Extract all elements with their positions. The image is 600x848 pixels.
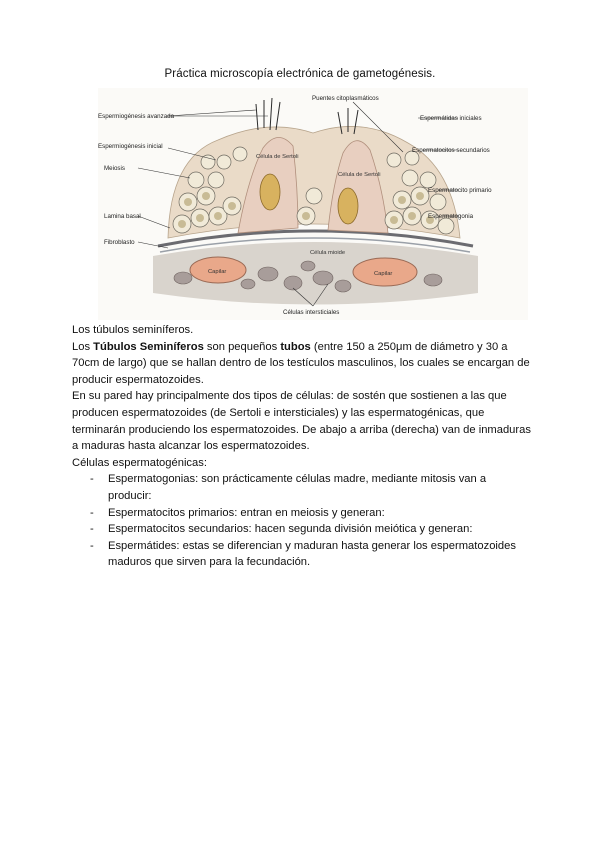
paragraph-pared: En su pared hay principalmente dos tipos de células: de sostén que sostienen a las que producen espermatozoides (de Sertoli e intersticiales) y las espermatogénicas, que terminarán produciendo los espermatozoides. De abajo a arriba (derecha) van de inmaduras a maduras hasta alcanzar los espermatozoides.: [72, 390, 531, 453]
bullet-dash: -: [90, 473, 94, 486]
label-celula-sertoli-1: Célula de Sertoli: [256, 154, 299, 160]
label-espermiogenesis-avanzada: Espermiogénesis avanzada: [98, 113, 175, 120]
bullet-dash: -: [90, 506, 94, 519]
list-item: [72, 505, 532, 522]
label-celula-sertoli-2: Célula de Sertoli: [338, 172, 381, 178]
bullet-dash: -: [90, 539, 94, 552]
label-espermatidas-iniciales: Espermátidas iniciales: [420, 115, 482, 122]
label-lamina-basal: Lamina basal: [104, 213, 141, 220]
p1-lead: Los: [72, 340, 94, 353]
label-celula-mioide: Célula mioide: [310, 250, 346, 256]
p1-bold-tubos: tubos: [280, 340, 311, 353]
p1-bold-tubulos-seminiferos: Túbulos Seminíferos: [93, 340, 204, 353]
list-item-text: Espermatocitos secundarios: hacen segunda división meiótica y generan:: [108, 523, 473, 536]
page-title: Práctica microscopía electrónica de gametogénesis.: [164, 68, 436, 80]
label-espermatocito-primario: Espermatocito primario: [428, 187, 492, 194]
list-item: [72, 538, 532, 571]
label-puentes-citoplasmaticos: Puentes citoplasmáticos: [312, 95, 379, 102]
body-text: [72, 322, 532, 571]
seminiferous-tubule-illustration: [98, 88, 528, 320]
p1-rest: (entre 150 a 250μm de diámetro y 30 a 70cm de largo) que se hallan dentro de los testículos masculinos, los cuales se encargan de producir espermatozoides.: [72, 340, 530, 386]
cell-type-list: [72, 471, 532, 571]
label-meiosis: Meiosis: [104, 165, 125, 172]
list-item-text: Espermátides: estas se diferencian y maduran hasta generar los espermatozoides maduros que sirven para la fecundación.: [108, 539, 516, 569]
list-item-text: Espermatogonias: son prácticamente células madre, mediante mitosis van a producir:: [108, 473, 487, 502]
label-espermiogenesis-inicial: Espermiogénesis inicial: [98, 143, 163, 150]
label-espermatocitos-secundarios: Espermatocitos secundarios: [412, 147, 490, 154]
label-capilar-right: Capilar: [374, 271, 393, 277]
paragraph-tubulos: [72, 339, 532, 389]
list-item-text: Espermatocitos primarios: entran en meiosis y generan:: [108, 506, 385, 519]
intro-heading: Los túbulos seminíferos.: [72, 324, 194, 336]
label-capilar-left: Capilar: [208, 269, 227, 275]
list-item: [72, 521, 532, 538]
bullet-dash: -: [90, 523, 94, 536]
list-item: [72, 471, 532, 504]
label-fibroblasto: Fibroblasto: [104, 239, 135, 246]
list-heading: Células espermatogénicas:: [72, 456, 207, 469]
label-celulas-intersticiales: Células intersticiales: [283, 309, 340, 316]
p1-mid: son pequeños: [203, 340, 281, 353]
label-espermatogonia: Espermatogonia: [428, 213, 474, 220]
